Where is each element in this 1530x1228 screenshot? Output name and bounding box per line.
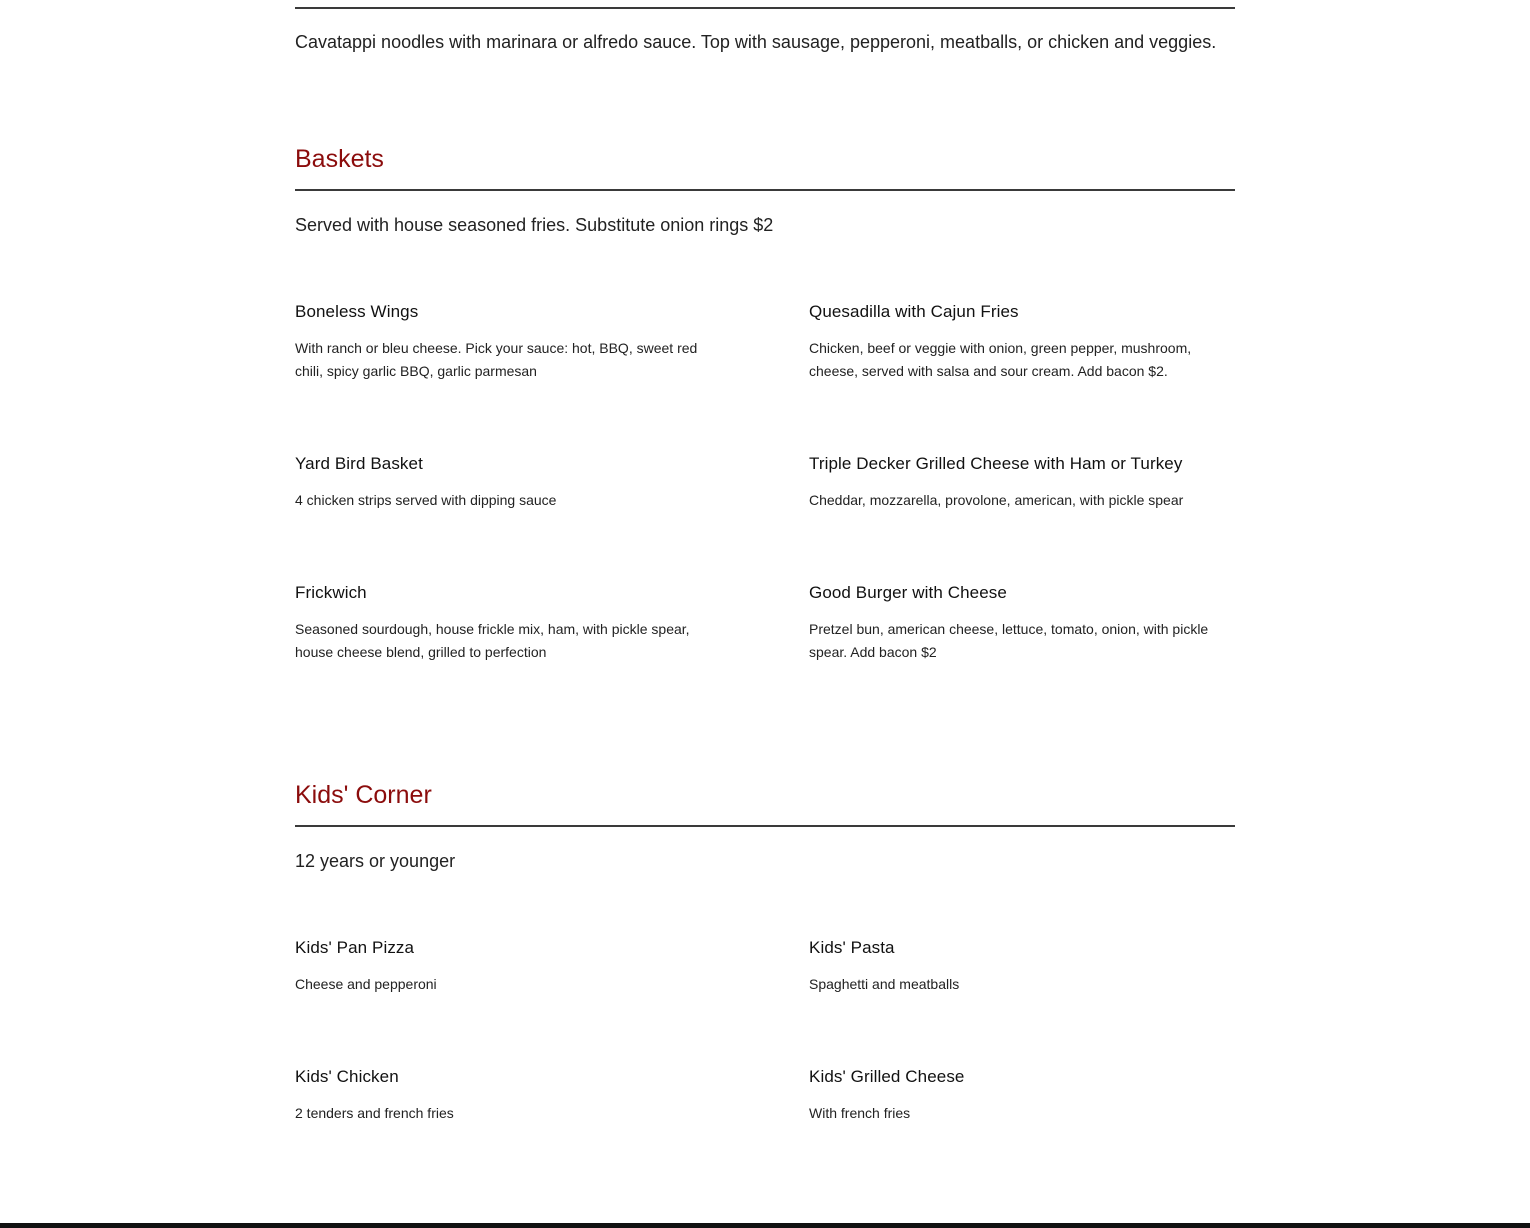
menu-item-name: Kids' Pasta (809, 938, 895, 957)
menu-item-good-burger (809, 582, 1239, 663)
footer-bar (0, 1223, 1530, 1228)
menu-item-name: Quesadilla with Cajun Fries (809, 302, 1019, 321)
menu-item-description: With french fries (809, 1105, 911, 1121)
menu-item-name: Kids' Chicken (295, 1067, 399, 1086)
section-divider-top (295, 7, 1235, 9)
menu-item-name: Frickwich (295, 583, 367, 602)
menu-item-quesadilla (809, 301, 1239, 382)
menu-item-yard-bird-basket (295, 453, 725, 512)
menu-item-description: Chicken, beef or veggie with onion, green pepper, mushroom, cheese, served with salsa and sour cream. Add bacon $2. (809, 340, 1192, 379)
menu-item-description: 4 chicken strips served with dipping sauce (295, 492, 557, 508)
menu-item-boneless-wings (295, 301, 725, 382)
menu-item-description: Cheese and pepperoni (295, 976, 437, 992)
menu-item-name: Triple Decker Grilled Cheese with Ham or Turkey (809, 454, 1183, 473)
section-note-kids-corner: 12 years or younger (295, 851, 456, 871)
menu-item-frickwich (295, 582, 725, 663)
menu-item-description: Cheddar, mozzarella, provolone, american, with pickle spear (809, 492, 1184, 508)
menu-item-description: 2 tenders and french fries (295, 1105, 454, 1121)
menu-item-triple-decker (809, 453, 1239, 512)
menu-item-kids-pasta (809, 937, 1239, 996)
section-divider-kids-corner (295, 825, 1235, 827)
section-divider-baskets (295, 189, 1235, 191)
menu-item-description: With ranch or bleu cheese. Pick your sauce: hot, BBQ, sweet red chili, spicy garlic BBQ, garlic parmesan (295, 340, 698, 379)
menu-item-description: Seasoned sourdough, house frickle mix, ham, with pickle spear, house cheese blend, grilled to perfection (295, 621, 690, 660)
menu-item-kids-grilled-cheese (809, 1066, 1239, 1125)
pasta-description: Cavatappi noodles with marinara or alfredo sauce. Top with sausage, pepperoni, meatballs, or chicken and veggies. (295, 32, 1217, 52)
section-title-baskets: Baskets (295, 145, 384, 173)
section-note-baskets: Served with house seasoned fries. Substitute onion rings $2 (295, 215, 774, 235)
menu-item-description: Spaghetti and meatballs (809, 976, 960, 992)
menu-item-kids-chicken (295, 1066, 725, 1125)
menu-item-name: Yard Bird Basket (295, 454, 423, 473)
menu-item-name: Boneless Wings (295, 302, 419, 321)
menu-item-name: Kids' Grilled Cheese (809, 1067, 965, 1086)
section-title-kids-corner: Kids' Corner (295, 781, 432, 809)
menu-item-description: Pretzel bun, american cheese, lettuce, tomato, onion, with pickle spear. Add bacon $2 (809, 621, 1209, 660)
menu-item-name: Kids' Pan Pizza (295, 938, 415, 957)
menu-item-name: Good Burger with Cheese (809, 583, 1007, 602)
menu-item-kids-pan-pizza (295, 937, 725, 996)
